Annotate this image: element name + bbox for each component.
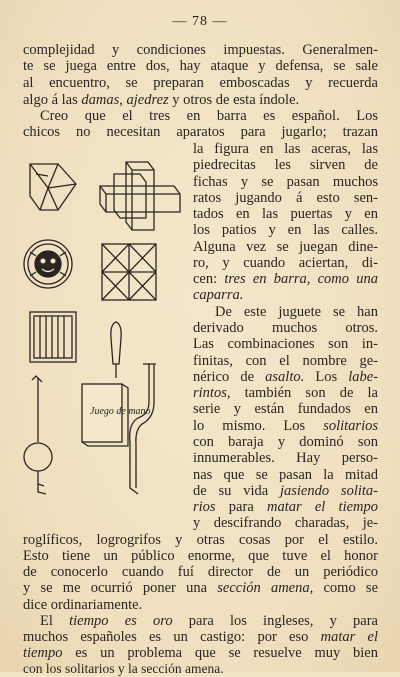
text-line: complejidad y condiciones impuestas. Generalmen- [23,42,378,58]
text-line: y descifrando charadas, je- [193,515,378,531]
text-line: piedrecitas les sirven de [193,157,378,173]
text-line: serie y están fundados en [193,401,378,417]
text-line: finitas, con el nombre ge- [193,353,378,369]
text-line: chicos no necesitan aparatos para jugarlo; trazan [23,124,378,140]
key-ring-puzzle-icon [24,376,52,494]
text-line: Creo que el tres en barra es español. Los [40,108,378,124]
text-line: Las combinaciones son in- [193,336,378,352]
page-number: — 78 — [172,14,228,29]
text-line: innumerables. Hay perso- [193,450,378,466]
text-line: ratos jugando á esto sen- [193,190,378,206]
text-line: algo á las damas, ajedrez y otros de esta índole. [23,92,300,108]
text-line: derivado muchos otros. [193,320,378,336]
text-line: con baraja y dominó son [193,434,378,450]
text-line: fichas y se pasan muchos [193,174,378,190]
text-line: Esto tiene un público enorme, que tuve el honor [23,548,378,564]
text-line: te se juega entre dos, hay ataque y defensa, se sale [23,58,378,74]
tangram-figure-icon [30,164,76,210]
text-line: Alguna vez se juegan dine- [193,239,378,255]
face-medallion-icon [24,240,72,288]
text-line: nas que se pasan la mitad [193,467,378,483]
text-line: tiempo es un problema que se resuelve muy bien [23,645,378,661]
text-line: muchos españoles es un castigo: por eso matar el [23,629,378,645]
text-line: con los solitarios y la sección amena. [23,661,224,676]
text-line: cen: tres en barra, como una [193,271,379,287]
text-line: El tiempo es oro para los ingleses, y para [40,613,378,629]
card-box-icon [82,384,151,446]
text-line: dice ordinariamente. [23,597,143,613]
text-line: lo mismo. Los solitarios [193,418,378,434]
text-line: al encuentro, se preparan emboscadas y recuerda [23,75,378,91]
text-line: De este juguete se han [215,304,378,320]
ring-hook-puzzle-icon [130,364,156,494]
text-line: nérico de asalto. Los labe- [193,369,379,385]
wooden-cross-puzzle-icon [100,162,180,230]
text-line: la figura en las aceras, las [193,141,378,157]
square-puzzle-grid-icon [102,244,156,300]
text-line: tados en las puertas y en [193,206,378,222]
text-line: ro, y cuando aciertan, di- [193,255,378,271]
card-label: Juego de mano [90,406,151,417]
text-line: y se me ocurrió poner una sección amena, como se [23,580,379,596]
text-line: de su vida jasiendo solita- [193,483,378,499]
bar-cage-puzzle-icon [30,312,76,362]
text-line: rintos, también son de la [193,385,378,401]
text-line: de conocerlo cuando fuí director de un periódico [23,564,378,580]
text-line: roglíficos, logrogrifos y otras cosas por el estilo. [23,532,378,548]
text-line: los patios y en las calles. [193,222,378,238]
text-line: caparra. [193,287,244,303]
puzzle-illustrations [18,152,190,512]
pin-piece-icon [111,322,121,378]
text-line: rios para matar el tiempo [193,499,379,515]
